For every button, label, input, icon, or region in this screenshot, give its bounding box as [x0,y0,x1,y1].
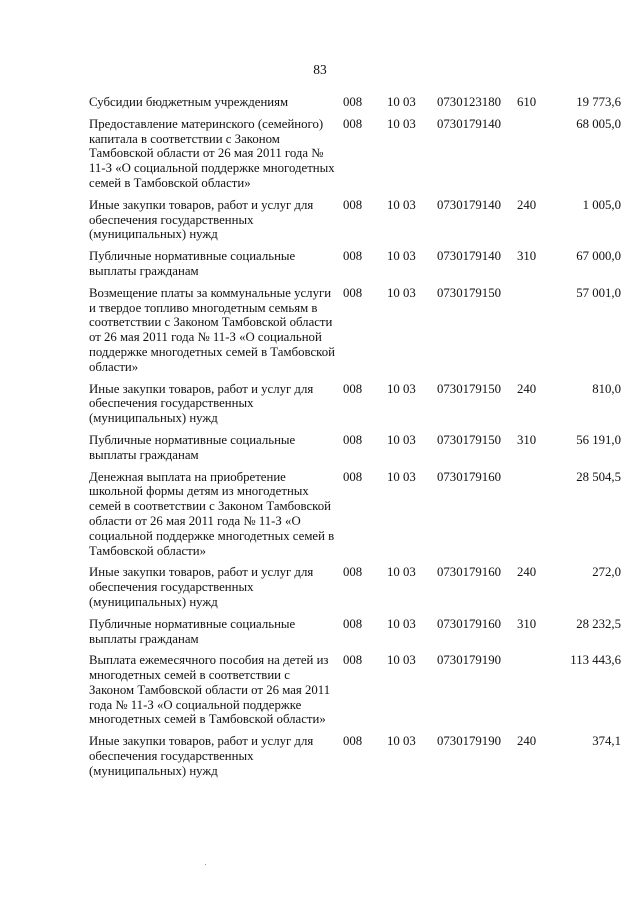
row-rz: 10 03 [387,197,416,212]
row-csr: 0730179150 [437,432,501,447]
row-sum: 68 005,0 [576,116,621,131]
row-rz: 10 03 [387,249,416,264]
row-rz: 10 03 [387,616,416,631]
row-csr: 0730179160 [437,469,501,484]
table-row [89,617,621,654]
row-name: Публичные нормативные социальные выплаты гражданам [89,249,296,278]
row-csr: 0730179190 [437,734,501,749]
table-row [89,198,621,249]
table-row [89,433,621,470]
row-sum: 374,1 [592,734,621,749]
row-vr: 240 [517,734,537,749]
table-row [89,565,621,616]
row-csr: 0730179160 [437,565,501,580]
row-vr: 310 [517,432,537,447]
row-rz: 10 03 [387,381,416,396]
row-sum: 1 005,0 [582,197,621,212]
row-csr: 0730179150 [437,285,501,300]
table-row [89,286,621,382]
row-rz: 10 03 [387,469,416,484]
table-row [89,382,621,433]
row-name: Иные закупки товаров, работ и услуг для обеспечения государственных (муниципальных) нужд [89,381,314,426]
row-rz: 10 03 [387,285,416,300]
row-name: Возмещение платы за коммунальные услуги и твердое топливо многодетным семьям в соответствии с Законом Тамбовской области от 26 мая 2011 года № 11-З «О социальной поддержке многодетных семей в Тамбовской области» [89,285,335,374]
row-csr: 0730179160 [437,616,501,631]
row-rz: 10 03 [387,734,416,749]
row-sum: 272,0 [592,565,621,580]
row-vr: 310 [517,249,537,264]
row-sum: 28 504,5 [576,469,621,484]
table-row [89,95,621,117]
row-sum: 57 001,0 [576,285,621,300]
row-ved: 008 [343,432,363,447]
table-row [89,117,621,198]
row-vr: 240 [517,197,537,212]
row-csr: 0730179140 [437,249,501,264]
row-vr: 240 [517,381,537,396]
row-csr: 0730179140 [437,197,501,212]
row-name: Субсидии бюджетным учреждениям [89,95,289,109]
row-rz: 10 03 [387,653,416,668]
row-name: Иные закупки товаров, работ и услуг для обеспечения государственных (муниципальных) нужд [89,565,314,609]
row-vr [517,653,557,734]
row-rz: 10 03 [387,565,416,580]
row-ved: 008 [343,616,363,631]
row-rz: 10 03 [387,95,416,109]
row-csr: 0730179190 [437,653,501,668]
row-csr: 0730179140 [437,116,501,131]
row-sum: 19 773,6 [576,95,621,109]
row-rz: 10 03 [387,116,416,131]
row-name: Публичные нормативные социальные выплаты гражданам [89,616,296,646]
row-ved: 008 [343,734,363,749]
row-ved: 008 [343,653,363,668]
row-vr [517,117,557,198]
table-row [89,249,621,286]
row-rz: 10 03 [387,432,416,447]
row-name: Публичные нормативные социальные выплаты гражданам [89,432,296,462]
row-name: Выплата ежемесячного пособия на детей из многодетных семей в соответствии с Законом Тамбовской области от 26 мая 2011 года № 11-З «О социальной поддержке многодетных семей в Тамбовской области» [89,653,331,727]
row-name: Иные закупки товаров, работ и услуг для обеспечения государственных (муниципальных) нужд [89,734,314,778]
row-name: Иные закупки товаров, работ и услуг для обеспечения государственных (муниципальных) нужд [89,197,314,242]
row-name: Денежная выплата на приобретение школьной формы детям из многодетных семей в соответствии с Законом Тамбовской области от 26 мая 2011 года № 11-З «О социальной поддержке многодетных семей в Тамбовской области» [89,469,335,558]
row-sum: 810,0 [592,381,621,396]
row-name: Предоставление материнского (семейного) капитала в соответствии с Законом Тамбовской области от 26 мая 2011 года № 11-З «О социальной поддержке многодетных семей в Тамбовской области» [89,116,335,190]
row-ved: 008 [343,249,363,264]
row-ved: 008 [343,95,363,109]
page-number: 83 [313,62,327,77]
table-row [89,653,621,734]
row-csr: 0730123180 [437,95,501,109]
row-ved: 008 [343,285,363,300]
row-vr: 610 [517,95,537,109]
row-ved: 008 [343,469,363,484]
scan-speck [205,864,206,865]
row-vr [517,470,557,566]
row-ved: 008 [343,565,363,580]
row-ved: 008 [343,116,363,131]
row-csr: 0730179150 [437,381,501,396]
row-vr: 310 [517,616,537,631]
row-vr [517,286,557,382]
table-row [89,734,621,785]
row-sum: 56 191,0 [576,432,621,447]
row-ved: 008 [343,197,363,212]
row-ved: 008 [343,381,363,396]
table-row [89,470,621,566]
budget-table [89,95,621,786]
row-sum: 67 000,0 [576,249,621,264]
row-sum: 113 443,6 [570,653,621,668]
row-sum: 28 232,5 [576,616,621,631]
row-vr: 240 [517,565,537,580]
